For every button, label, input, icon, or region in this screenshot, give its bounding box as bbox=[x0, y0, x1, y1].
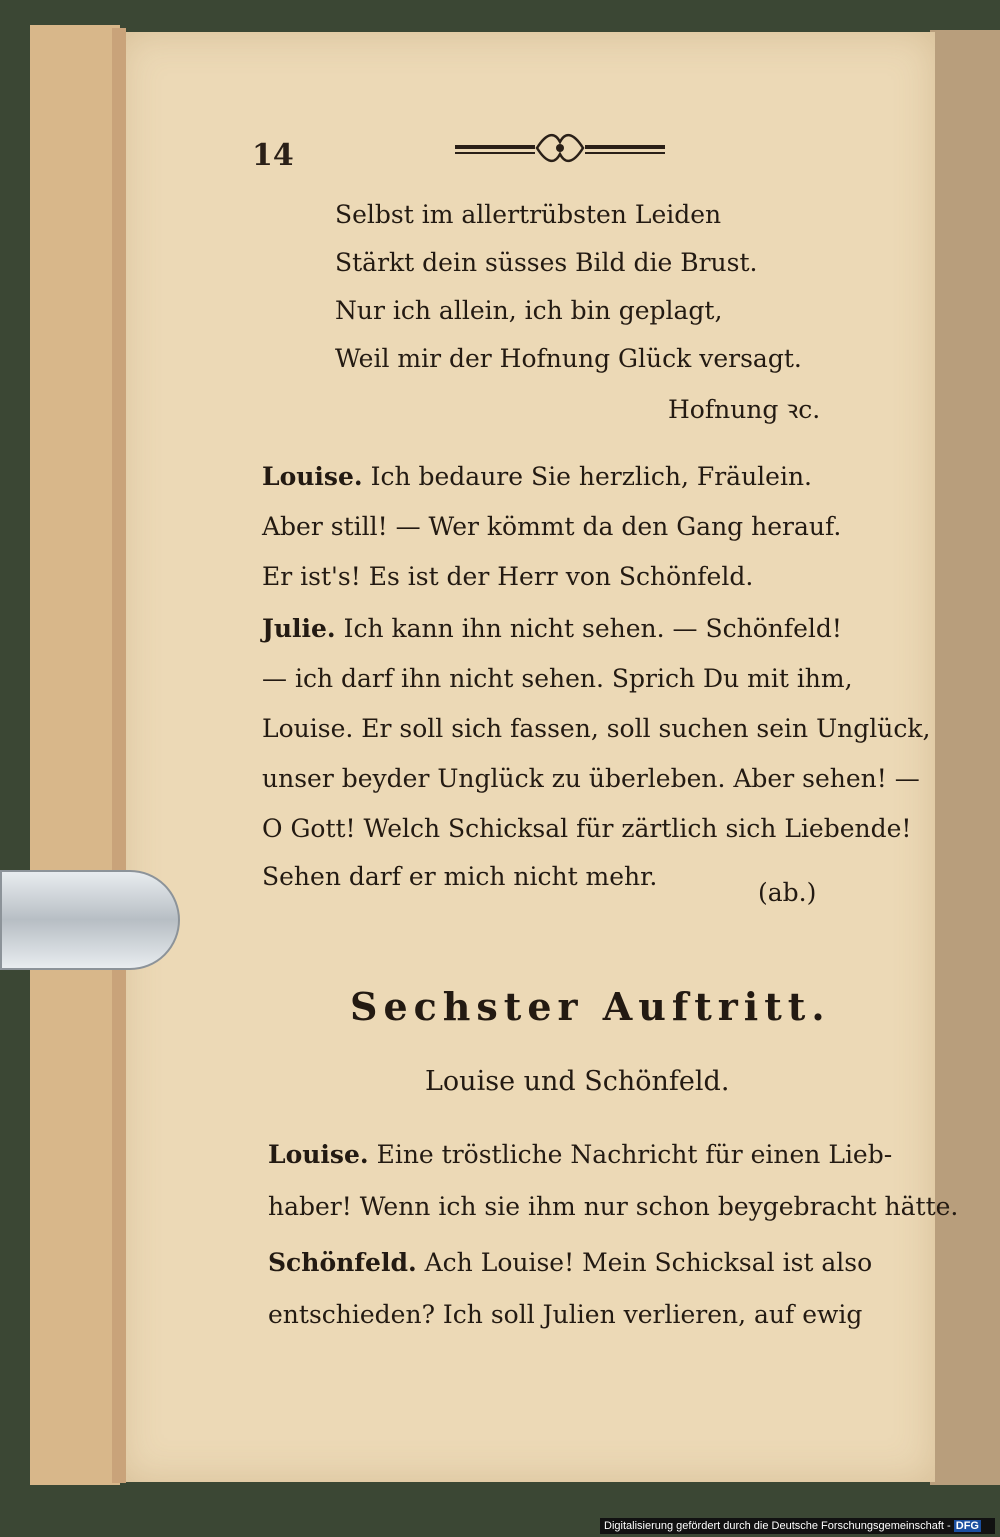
dfg-logo: DFG bbox=[955, 1520, 979, 1532]
paragraph3-line-2: haber! Wenn ich sie ihm nur schon beygebracht hätte. bbox=[268, 1192, 959, 1221]
paragraph3-text: Eine tröstliche Nachricht für einen Lieb- bbox=[376, 1140, 893, 1169]
paragraph2-line-5: O Gott! Welch Schicksal für zärtlich sich Liebende! bbox=[262, 814, 912, 843]
paragraph1-line-3: Er ist's! Es ist der Herr von Schönfeld. bbox=[262, 562, 754, 591]
paragraph2-line-4: unser beyder Unglück zu überleben. Aber sehen! — bbox=[262, 764, 920, 793]
speaker-julie: Julie. bbox=[262, 614, 336, 643]
paragraph2-line-2: — ich darf ihn nicht sehen. Sprich Du mit ihm, bbox=[262, 664, 853, 693]
page-number: 14 bbox=[252, 138, 294, 173]
verse-line-2: Stärkt dein süsses Bild die Brust. bbox=[335, 248, 758, 277]
scene-persons: Louise und Schönfeld. bbox=[425, 1066, 730, 1097]
next-page-edge bbox=[930, 30, 1000, 1485]
ornament-divider bbox=[455, 130, 665, 166]
verse-line-3: Nur ich allein, ich bin geplagt, bbox=[335, 296, 723, 325]
speaker-schoenfeld: Schönfeld. bbox=[268, 1248, 417, 1277]
paragraph4-line-2: entschieden? Ich soll Julien verlieren, auf ewig bbox=[268, 1300, 863, 1329]
page-gutter bbox=[112, 28, 126, 1483]
digitization-footer bbox=[600, 1518, 995, 1534]
stage-direction: (ab.) bbox=[758, 878, 817, 907]
paragraph2-line-3: Louise. Er soll sich fassen, soll suchen sein Unglück, bbox=[262, 714, 931, 743]
verse-line-1: Selbst im allertrübsten Leiden bbox=[335, 200, 722, 229]
paragraph4-text: Ach Louise! Mein Schicksal ist also bbox=[424, 1248, 873, 1277]
page-clip bbox=[0, 870, 180, 970]
paragraph1-text: Ich bedaure Sie herzlich, Fräulein. bbox=[370, 462, 813, 491]
paragraph4-line-1 bbox=[268, 1248, 872, 1277]
verse-line-4: Weil mir der Hofnung Glück versagt. bbox=[335, 344, 802, 373]
speaker-louise: Louise. bbox=[262, 462, 363, 491]
paragraph2-text: Ich kann ihn nicht sehen. — Schönfeld! bbox=[343, 614, 842, 643]
scene-heading: Sechster Auftritt. bbox=[350, 984, 831, 1029]
paragraph3-line-1 bbox=[268, 1140, 892, 1169]
speaker-louise-2: Louise. bbox=[268, 1140, 369, 1169]
footer-text: Digitalisierung gefördert durch die Deutsche Forschungsgemeinschaft - bbox=[604, 1520, 951, 1532]
verse-refrain: Hofnung ꝛc. bbox=[668, 395, 821, 424]
paragraph1-line-1 bbox=[262, 462, 812, 491]
paragraph2-line-6: Sehen darf er mich nicht mehr. bbox=[262, 862, 658, 891]
paragraph2-line-1 bbox=[262, 614, 842, 643]
book-left-edge bbox=[30, 25, 120, 1485]
paragraph1-line-2: Aber still! — Wer kömmt da den Gang herauf. bbox=[262, 512, 842, 541]
